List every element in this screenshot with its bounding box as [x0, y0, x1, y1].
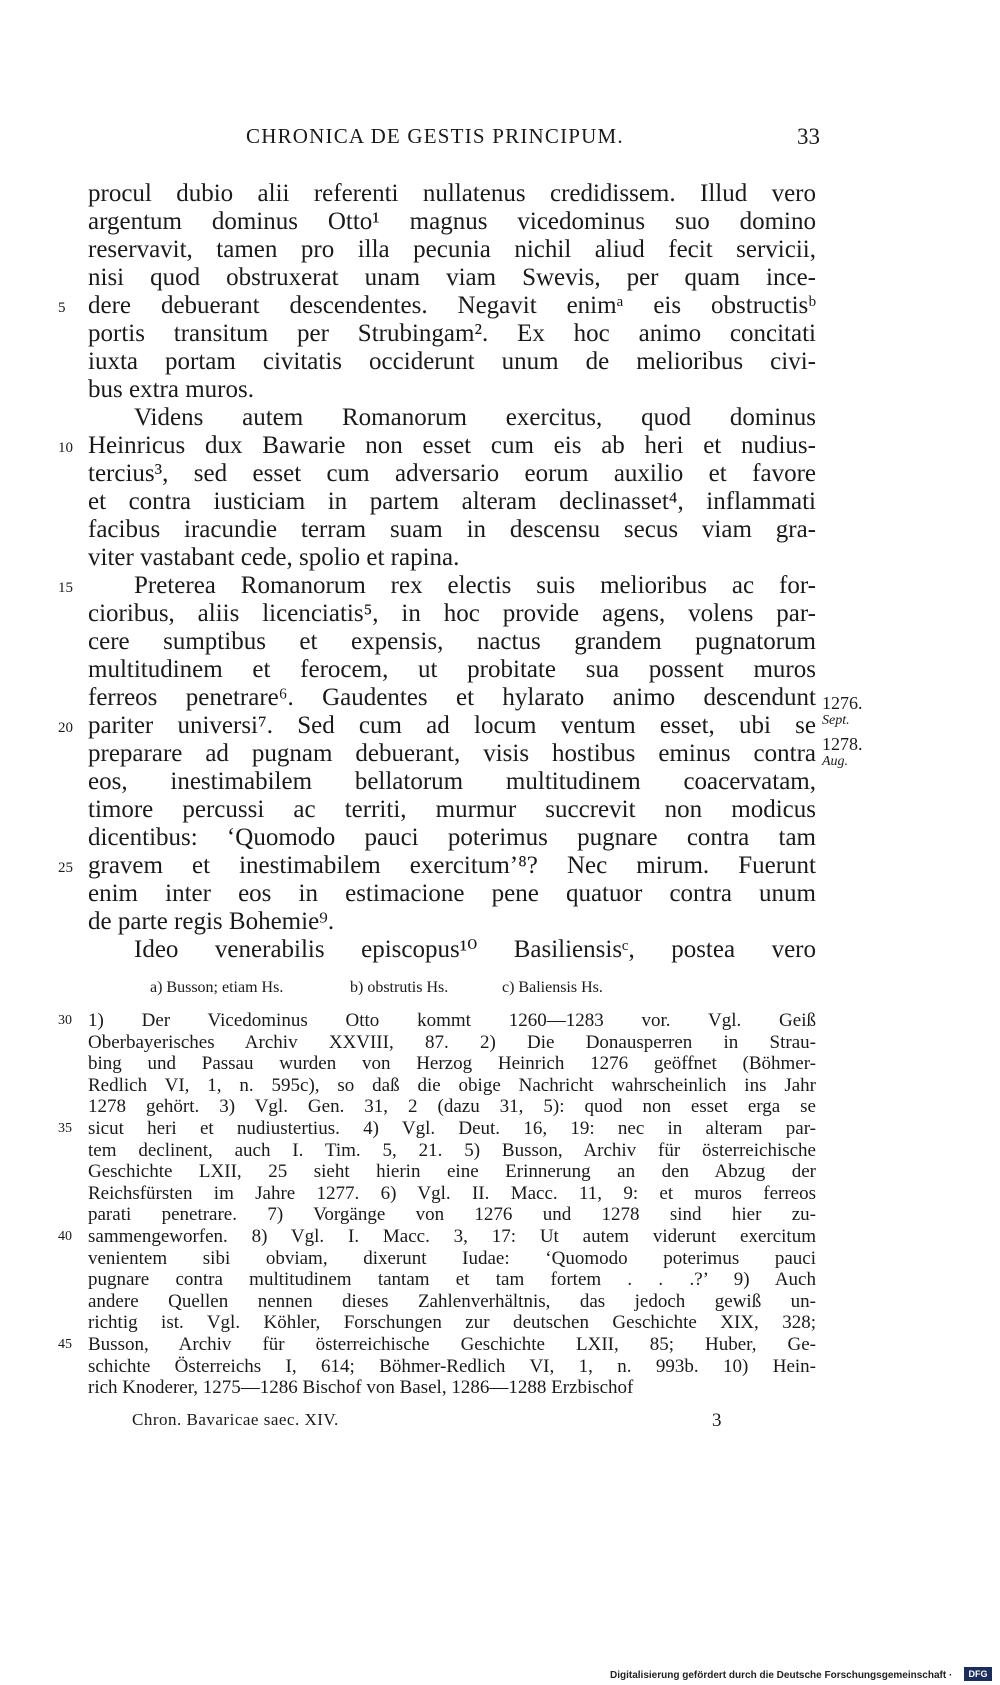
- margin-date-1276: [822, 694, 863, 730]
- text-line: [88, 180, 816, 208]
- line-text: tercius³, sed esset cum adversario eorum auxilio et favore: [88, 460, 816, 487]
- footnote-line: [88, 1356, 816, 1378]
- line-text: Preterea Romanorum rex electis suis melioribus ac for-: [134, 572, 816, 599]
- text-line: [88, 936, 816, 964]
- line-text: sammengeworfen. 8) Vgl. I. Macc. 3, 17: Ut autem viderunt exercitum: [88, 1225, 816, 1247]
- line-text: timore percussi ac territi, murmur succrevit non modicus: [88, 796, 816, 823]
- line-number: 25: [58, 860, 73, 876]
- line-text: cere sumptibus et expensis, nactus grandem pugnatorum: [88, 628, 816, 655]
- footnote-line: [88, 1291, 816, 1313]
- text-line: [88, 376, 816, 404]
- line-text: richtig ist. Vgl. Köhler, Forschungen zur deutschen Geschichte XIX, 328;: [88, 1312, 816, 1334]
- text-line: [58, 432, 816, 460]
- variant-b: b) obstrutis Hs.: [350, 979, 449, 996]
- dfg-logo-text: DFG: [968, 1669, 988, 1679]
- footnote-line: [58, 1225, 816, 1248]
- footnote-line: [88, 1377, 816, 1399]
- text-line: [88, 824, 816, 852]
- line-number: 30: [58, 1013, 72, 1028]
- line-text: Reichsfürsten im Jahre 1277. 6) Vgl. II. Macc. 11, 9: et muros ferreos: [88, 1182, 816, 1204]
- text-line: [88, 320, 816, 348]
- line-text: rich Knoderer, 1275—1286 Bischof von Basel, 1286—1288 Erzbischof: [88, 1377, 634, 1399]
- text-line: [88, 796, 816, 824]
- line-number: 5: [58, 300, 66, 316]
- line-text: preparare ad pugnam debuerant, visis hostibus eminus contra: [88, 740, 816, 767]
- footnote-line: [88, 1248, 816, 1270]
- line-text: argentum dominus Otto¹ magnus vicedominus suo domino: [88, 208, 816, 235]
- text-line: [88, 404, 816, 432]
- text-line: [88, 264, 816, 292]
- footnote-line: [88, 1204, 816, 1226]
- digitization-credit: Digitalisierung gefördert durch die Deutsche Forschungsgemeinschaft ·: [610, 1670, 953, 1681]
- text-line: [88, 516, 816, 544]
- line-text: schichte Österreichs I, 614; Böhmer-Redlich VI, 1, n. 993b. 10) Hein-: [88, 1355, 816, 1377]
- footnote-line: [88, 1032, 816, 1054]
- line-number: 20: [58, 720, 73, 736]
- line-text: bus extra muros.: [88, 376, 254, 403]
- line-text: eos, inestimabilem bellatorum multitudinem coacervatam,: [88, 768, 816, 795]
- line-text: gravem et inestimabilem exercitum’⁸? Nec mirum. Fuerunt: [88, 852, 816, 879]
- line-number: 15: [58, 580, 73, 596]
- footnote-line: [88, 1053, 816, 1075]
- text-line: [88, 208, 816, 236]
- dfg-logo: [964, 1667, 992, 1681]
- line-text: de parte regis Bohemie⁹.: [88, 908, 335, 935]
- line-text: Oberbayerisches Archiv XXVIII, 87. 2) Die Donausperren in Strau-: [88, 1031, 816, 1053]
- footnote-line: [58, 1010, 816, 1032]
- page-number: 33: [797, 124, 820, 149]
- text-line: [88, 628, 816, 656]
- footnote-line: [88, 1183, 816, 1205]
- footnote-line: [88, 1140, 816, 1162]
- text-line: [58, 572, 816, 600]
- text-line: [88, 600, 816, 628]
- margin-month: Aug.: [822, 754, 849, 769]
- text-line: [88, 684, 816, 712]
- line-text: sicut heri et nudiustertius. 4) Vgl. Deut. 16, 19: nec in alteram par-: [88, 1117, 816, 1139]
- signature-label: Chron. Bavaricae saec. XIV.: [132, 1410, 339, 1429]
- line-text: nisi quod obstruxerat unam viam Swevis, per quam ince-: [88, 264, 816, 291]
- line-text: andere Quellen nennen dieses Zahlenverhältnis, das jedoch gewiß un-: [88, 1290, 816, 1312]
- text-line: [88, 348, 816, 376]
- text-line: [88, 908, 816, 936]
- running-title: CHRONICA DE GESTIS PRINCIPUM.: [246, 124, 624, 148]
- line-text: Redlich VI, 1, n. 595c), so daß die obige Nachricht wahrscheinlich ins Jahr: [88, 1074, 816, 1096]
- line-text: Videns autem Romanorum exercitus, quod dominus: [134, 404, 816, 431]
- text-line: [88, 544, 816, 572]
- line-text: Busson, Archiv für österreichische Geschichte LXII, 85; Huber, Ge-: [88, 1333, 816, 1355]
- line-text: 1) Der Vicedominus Otto kommt 1260—1283 vor. Vgl. Geiß: [88, 1010, 816, 1031]
- margin-year: 1276.: [822, 693, 863, 713]
- line-text: enim inter eos in estimacione pene quatuor contra unum: [88, 880, 816, 907]
- line-text: procul dubio alii referenti nullatenus credidissem. Illud vero: [88, 180, 816, 207]
- text-line: [58, 712, 816, 740]
- signature-number: 3: [712, 1410, 722, 1431]
- footnote-line: [88, 1312, 816, 1334]
- text-line: [88, 460, 816, 488]
- margin-date-1278: [822, 735, 863, 771]
- line-text: multitudinem et ferocem, ut probitate sua possent muros: [88, 656, 816, 683]
- main-text: [58, 180, 816, 964]
- footnotes: [58, 1010, 816, 1399]
- text-line: [88, 488, 816, 516]
- text-line: [58, 292, 816, 320]
- line-text: dere debuerant descendentes. Negavit enimᵃ eis obstructisᵇ: [88, 292, 816, 319]
- line-text: portis transitum per Strubingam². Ex hoc animo concitati: [88, 320, 816, 347]
- line-text: venientem sibi obviam, dixerunt Iudae: ‘Quomodo poterimus pauci: [88, 1247, 816, 1269]
- line-number: 10: [58, 440, 73, 456]
- text-line: [88, 768, 816, 796]
- footnote-line: [58, 1117, 816, 1140]
- text-line: [88, 656, 816, 684]
- line-text: iuxta portam civitatis occiderunt unum de melioribus civi-: [88, 348, 816, 375]
- footnote-line: [88, 1161, 816, 1183]
- line-number: 40: [58, 1228, 72, 1244]
- line-text: Heinricus dux Bawarie non esset cum eis ab heri et nudius-: [88, 432, 816, 459]
- line-text: parati penetrare. 7) Vorgänge von 1276 und 1278 sind hier zu-: [88, 1204, 816, 1226]
- text-line: [88, 236, 816, 264]
- text-line: [88, 740, 816, 768]
- variant-readings: [88, 976, 816, 1000]
- variant-c: c) Baliensis Hs.: [502, 979, 603, 996]
- line-text: Ideo venerabilis episcopus¹⁰ Basiliensisᶜ, postea vero: [134, 936, 816, 963]
- footnote-line: [88, 1075, 816, 1097]
- text-line: [58, 852, 816, 880]
- footnote-line: [88, 1096, 816, 1118]
- line-text: et contra iusticiam in partem alteram declinasset⁴, inflammati: [88, 488, 816, 515]
- text-line: [88, 880, 816, 908]
- variant-a: a) Busson; etiam Hs.: [150, 979, 284, 996]
- line-text: cioribus, aliis licenciatis⁵, in hoc provide agens, volens par-: [88, 600, 816, 627]
- line-number: 45: [58, 1336, 72, 1352]
- page-header: [240, 124, 820, 154]
- line-text: ferreos penetrare⁶. Gaudentes et hylarato animo descendunt: [88, 684, 816, 711]
- line-text: dicentibus: ‘Quomodo pauci poterimus pugnare contra tam: [88, 824, 816, 851]
- line-text: Geschichte LXII, 25 sieht hierin eine Erinnerung an den Abzug der: [88, 1161, 816, 1183]
- line-text: facibus iracundie terram suam in descensu secus viam gra-: [88, 516, 816, 543]
- line-number: 35: [58, 1120, 72, 1136]
- footnote-line: [88, 1269, 816, 1291]
- margin-month: Sept.: [822, 713, 850, 728]
- line-text: 1278 gehört. 3) Vgl. Gen. 31, 2 (dazu 31, 5): quod non esset erga se: [88, 1096, 816, 1118]
- line-text: viter vastabant cede, spolio et rapina.: [88, 544, 460, 571]
- line-text: pugnare contra multitudinem tantam et tam fortem . . .?’ 9) Auch: [88, 1269, 816, 1291]
- line-text: tem declinent, auch I. Tim. 5, 21. 5) Busson, Archiv für österreichische: [88, 1139, 816, 1161]
- line-text: bing und Passau wurden von Herzog Heinrich 1276 geöffnet (Böhmer-: [88, 1053, 816, 1075]
- line-text: pariter universi⁷. Sed cum ad locum ventum esset, ubi se: [88, 712, 816, 739]
- line-text: reservavit, tamen pro illa pecunia nichil aliud fecit servicii,: [88, 236, 816, 263]
- margin-year: 1278.: [822, 734, 863, 754]
- footnote-line: [58, 1333, 816, 1356]
